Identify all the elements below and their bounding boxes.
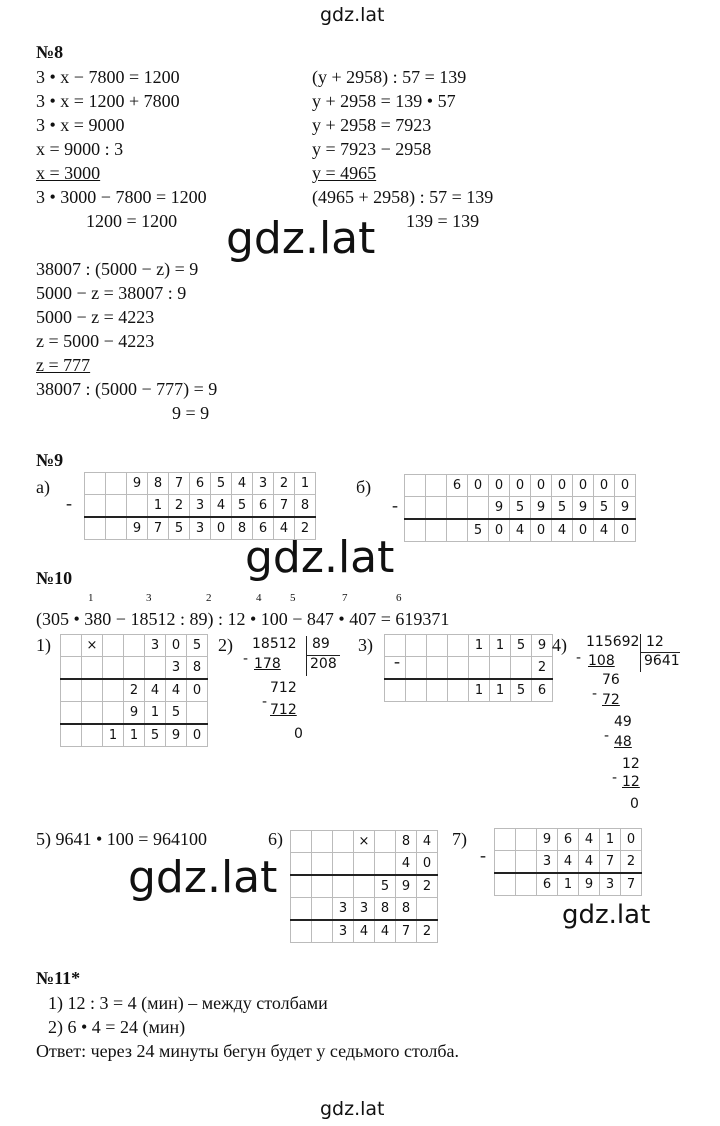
div2-bar (306, 636, 307, 676)
digit-cell (291, 875, 312, 898)
digit-cell: 4 (594, 519, 615, 542)
eq8-right-5: (4965 + 2958) : 57 = 139 (312, 187, 494, 207)
digit-cell: × (82, 635, 103, 657)
digit-cell: 6 (532, 679, 553, 702)
t11-line-1: 1) 12 : 3 = 4 (мин) – между столбами (48, 993, 328, 1013)
digit-cell: 4 (211, 495, 232, 518)
eq8-left-2: 3 • x = 9000 (36, 115, 125, 135)
digit-cell: 6 (537, 873, 558, 896)
digit-cell: 5 (166, 702, 187, 725)
digit-cell (124, 657, 145, 680)
digit-cell (417, 898, 438, 921)
div4-minus-4: - (612, 770, 618, 786)
digit-cell: 4 (558, 851, 579, 874)
digit-cell (82, 702, 103, 725)
digit-cell: 5 (594, 497, 615, 520)
digit-cell: 0 (468, 475, 489, 497)
eq8-left-3: x = 9000 : 3 (36, 139, 124, 159)
eqz-4: z = 777 (36, 355, 91, 375)
div4-quotient: 9641 (644, 653, 680, 669)
digit-cell (312, 875, 333, 898)
div4-minus-2: - (592, 686, 598, 702)
digit-cell: 7 (600, 851, 621, 874)
digit-cell: 0 (573, 519, 594, 542)
digit-cell (85, 473, 106, 495)
digit-cell (405, 519, 426, 542)
heading-11: №11* (36, 968, 81, 988)
div4-step-4: 48 (614, 734, 632, 750)
eq8-right-2: y + 2958 = 7923 (312, 115, 432, 135)
digit-cell: 4 (510, 519, 531, 542)
digit-cell (516, 851, 537, 874)
digit-cell: 5 (552, 497, 573, 520)
eqz-6: 9 = 9 (172, 403, 210, 423)
digit-cell (448, 657, 469, 680)
div4-divisor: 12 (646, 634, 664, 650)
sub-grid-9a (84, 472, 316, 540)
div4-minus: - (576, 650, 582, 666)
order-7: 7 (342, 592, 348, 604)
mult-grid-1 (60, 634, 208, 747)
digit-cell: 4 (552, 519, 573, 542)
digit-cell: 2 (532, 657, 553, 680)
digit-cell: 6 (558, 829, 579, 851)
digit-cell: 0 (615, 519, 636, 542)
digit-cell (103, 679, 124, 702)
digit-cell: 0 (489, 475, 510, 497)
label-10-4: 4) (552, 635, 567, 655)
digit-cell (448, 679, 469, 702)
digit-cell (385, 635, 406, 657)
digit-cell: 9 (127, 517, 148, 540)
digit-cell (469, 657, 490, 680)
eq8-right-1: y + 2958 = 139 • 57 (312, 91, 456, 111)
label-10-2: 2) (218, 635, 233, 655)
eqz-1: 5000 − z = 38007 : 9 (36, 283, 187, 303)
digit-cell: 9 (573, 497, 594, 520)
digit-cell: 4 (375, 920, 396, 943)
digit-cell: 5 (375, 875, 396, 898)
digit-cell: 1 (600, 829, 621, 851)
div4-step-3: 49 (614, 714, 632, 730)
eqz-0: 38007 : (5000 − z) = 9 (36, 259, 199, 279)
sub-grid-9b (404, 474, 636, 542)
digit-cell (427, 635, 448, 657)
eq8-right-3: y = 7923 − 2958 (312, 139, 432, 159)
digit-cell (85, 495, 106, 518)
div2-minus-2: - (262, 694, 268, 710)
div4-step-1: 76 (602, 672, 620, 688)
div4-step-6: 12 (622, 774, 640, 790)
digit-cell: 5 (232, 495, 253, 518)
div4-bar (640, 634, 641, 672)
t11-line-2: 2) 6 • 4 = 24 (мин) (48, 1017, 186, 1037)
digit-cell: 3 (166, 657, 187, 680)
digit-cell (490, 657, 511, 680)
label-9b: б) (356, 477, 372, 497)
digit-cell (145, 657, 166, 680)
digit-cell: 0 (417, 853, 438, 876)
digit-cell (291, 898, 312, 921)
digit-cell: 0 (552, 475, 573, 497)
digit-cell (516, 829, 537, 851)
digit-cell: 4 (274, 517, 295, 540)
digit-cell (375, 831, 396, 853)
digit-cell: 9 (396, 875, 417, 898)
div4-step-5: 12 (622, 756, 640, 772)
digit-cell: 1 (295, 473, 316, 495)
digit-cell (516, 873, 537, 896)
digit-cell (312, 920, 333, 943)
digit-cell: 8 (232, 517, 253, 540)
digit-cell: 4 (579, 851, 600, 874)
digit-cell (291, 831, 312, 853)
digit-cell (106, 517, 127, 540)
div2-dividend: 18512 (252, 636, 297, 652)
digit-cell: 9 (615, 497, 636, 520)
digit-cell (291, 853, 312, 876)
digit-cell: 8 (396, 831, 417, 853)
label-10-3: 3) (358, 635, 373, 655)
digit-cell: 2 (124, 679, 145, 702)
digit-cell (406, 679, 427, 702)
digit-cell: 1 (145, 702, 166, 725)
digit-cell (103, 702, 124, 725)
digit-cell (406, 635, 427, 657)
digit-cell: 0 (531, 475, 552, 497)
label-10-7: 7) (452, 829, 467, 849)
heading-9: №9 (36, 450, 64, 470)
digit-cell: 0 (621, 829, 642, 851)
digit-cell: 8 (187, 657, 208, 680)
div4-dividend: 115692 (586, 634, 640, 650)
div2-minus: - (243, 651, 249, 667)
heading-8: №8 (36, 42, 64, 62)
digit-cell: 4 (417, 831, 438, 853)
digit-cell: 9 (579, 873, 600, 896)
digit-cell: × (354, 831, 375, 853)
digit-cell (354, 853, 375, 876)
watermark-top: gdz.lat (320, 4, 385, 26)
digit-cell: 5 (511, 635, 532, 657)
digit-cell (127, 495, 148, 518)
digit-cell: 3 (145, 635, 166, 657)
eq8-left-1: 3 • x = 1200 + 7800 (36, 91, 180, 111)
digit-cell (405, 475, 426, 497)
digit-cell: 2 (169, 495, 190, 518)
digit-cell: 8 (295, 495, 316, 518)
digit-cell (85, 517, 106, 540)
digit-cell: 0 (187, 724, 208, 747)
digit-cell (426, 497, 447, 520)
digit-cell: 3 (190, 495, 211, 518)
watermark-bottom: gdz.lat (320, 1098, 385, 1120)
eqz-2: 5000 − z = 4223 (36, 307, 155, 327)
order-1: 1 (88, 592, 94, 604)
digit-cell: 9 (489, 497, 510, 520)
digit-cell: 9 (531, 497, 552, 520)
div4-step-7: 0 (630, 796, 639, 812)
line-10-5: 5) 9641 • 100 = 964100 (36, 829, 207, 849)
digit-cell: 0 (615, 475, 636, 497)
digit-cell (427, 657, 448, 680)
digit-cell: 1 (558, 873, 579, 896)
digit-cell (103, 635, 124, 657)
digit-cell: 3 (537, 851, 558, 874)
digit-cell (312, 831, 333, 853)
digit-cell (291, 920, 312, 943)
digit-cell: 0 (531, 519, 552, 542)
digit-cell (82, 657, 103, 680)
digit-cell: 3 (333, 898, 354, 921)
digit-cell (312, 898, 333, 921)
div2-step-3: 0 (294, 726, 303, 742)
digit-cell: 1 (469, 635, 490, 657)
digit-cell: 7 (169, 473, 190, 495)
digit-cell: 4 (232, 473, 253, 495)
watermark-side: gdz.lat (562, 900, 651, 930)
watermark-large-2: gdz.lat (245, 532, 395, 583)
digit-cell: 9 (127, 473, 148, 495)
digit-cell: 5 (169, 517, 190, 540)
digit-cell (447, 519, 468, 542)
digit-cell (312, 853, 333, 876)
digit-cell: 2 (417, 875, 438, 898)
digit-cell: 6 (190, 473, 211, 495)
digit-cell: 1 (490, 679, 511, 702)
minus-3: - (394, 651, 400, 671)
div2-divisor: 89 (312, 636, 330, 652)
order-2: 2 (206, 592, 212, 604)
digit-cell: 3 (600, 873, 621, 896)
digit-cell: 0 (594, 475, 615, 497)
order-5: 5 (290, 592, 296, 604)
label-10-6: 6) (268, 829, 283, 849)
digit-cell: 1 (103, 724, 124, 747)
digit-cell: 0 (489, 519, 510, 542)
sub-grid-7 (494, 828, 642, 896)
digit-cell: 9 (537, 829, 558, 851)
digit-cell: 5 (468, 519, 489, 542)
digit-cell (103, 657, 124, 680)
digit-cell (82, 679, 103, 702)
digit-cell: 7 (274, 495, 295, 518)
digit-cell: 7 (396, 920, 417, 943)
div4-step-2: 72 (602, 692, 620, 708)
digit-cell (82, 724, 103, 747)
digit-cell (426, 519, 447, 542)
digit-cell: 6 (447, 475, 468, 497)
digit-cell (354, 875, 375, 898)
digit-cell: 3 (253, 473, 274, 495)
digit-cell: 3 (354, 898, 375, 921)
div2-step-0: 178 (254, 656, 281, 672)
minus-7: - (480, 845, 486, 865)
digit-cell (61, 724, 82, 747)
digit-cell: 4 (145, 679, 166, 702)
digit-cell: 4 (396, 853, 417, 876)
digit-cell (448, 635, 469, 657)
digit-cell: 3 (333, 920, 354, 943)
digit-cell: 2 (274, 473, 295, 495)
digit-cell: 1 (490, 635, 511, 657)
digit-cell: 8 (148, 473, 169, 495)
mult-grid-6 (290, 830, 438, 943)
digit-cell: 0 (510, 475, 531, 497)
digit-cell: 1 (469, 679, 490, 702)
digit-cell: 0 (187, 679, 208, 702)
eq8-left-5: 3 • 3000 − 7800 = 1200 (36, 187, 207, 207)
heading-10: №10 (36, 568, 73, 588)
div2-step-2: 712 (270, 702, 297, 718)
digit-cell: 9 (532, 635, 553, 657)
digit-cell: 6 (253, 495, 274, 518)
digit-cell (495, 873, 516, 896)
digit-cell: 1 (148, 495, 169, 518)
digit-cell: 5 (511, 679, 532, 702)
digit-cell (124, 635, 145, 657)
digit-cell (106, 473, 127, 495)
digit-cell: 5 (145, 724, 166, 747)
digit-cell: 1 (124, 724, 145, 747)
label-10-1: 1) (36, 635, 51, 655)
digit-cell: 3 (190, 517, 211, 540)
digit-cell: 6 (253, 517, 274, 540)
digit-cell: 7 (148, 517, 169, 540)
digit-cell (187, 702, 208, 725)
digit-cell (385, 679, 406, 702)
div4-minus-3: - (604, 728, 610, 744)
eq8-right-6: 139 = 139 (406, 211, 480, 231)
div4-step-0: 108 (588, 653, 615, 669)
digit-cell (405, 497, 426, 520)
t11-answer: Ответ: через 24 минуты бегун будет у седьмого столба. (36, 1041, 460, 1061)
digit-cell (106, 495, 127, 518)
digit-cell: 4 (579, 829, 600, 851)
digit-cell: 9 (166, 724, 187, 747)
digit-cell (447, 497, 468, 520)
digit-cell: 2 (295, 517, 316, 540)
digit-cell (61, 702, 82, 725)
digit-cell (427, 679, 448, 702)
minus-9b: - (392, 495, 398, 515)
digit-cell (495, 851, 516, 874)
eqz-3: z = 5000 − 4223 (36, 331, 155, 351)
digit-cell (511, 657, 532, 680)
digit-cell: 4 (354, 920, 375, 943)
digit-cell (426, 475, 447, 497)
div2-step-1: 712 (270, 680, 297, 696)
digit-cell: 0 (166, 635, 187, 657)
digit-cell (61, 657, 82, 680)
eq8-left-4: x = 3000 (36, 163, 101, 183)
eq8-left-6: 1200 = 1200 (86, 211, 178, 231)
eq8-right-0: (y + 2958) : 57 = 139 (312, 67, 467, 87)
digit-cell (333, 875, 354, 898)
digit-cell (61, 635, 82, 657)
digit-cell: 8 (375, 898, 396, 921)
digit-cell: 5 (187, 635, 208, 657)
sub-grid-3 (384, 634, 553, 702)
digit-cell (375, 853, 396, 876)
digit-cell: 0 (211, 517, 232, 540)
order-4: 4 (256, 592, 262, 604)
digit-cell (406, 657, 427, 680)
minus-9a: - (66, 493, 72, 513)
digit-cell: 4 (166, 679, 187, 702)
watermark-large-1: gdz.lat (226, 213, 376, 264)
digit-cell: 2 (417, 920, 438, 943)
expression-10: (305 • 380 − 18512 : 89) : 12 • 100 − 847 • 407 = 619371 (36, 609, 450, 629)
digit-cell: 7 (621, 873, 642, 896)
digit-cell (333, 831, 354, 853)
digit-cell (333, 853, 354, 876)
digit-cell: 5 (510, 497, 531, 520)
digit-cell: 5 (211, 473, 232, 495)
watermark-large-3: gdz.lat (128, 852, 278, 903)
order-6: 6 (396, 592, 402, 604)
digit-cell: 8 (396, 898, 417, 921)
digit-cell (385, 657, 406, 680)
digit-cell: 0 (573, 475, 594, 497)
label-9a: а) (36, 477, 50, 497)
digit-cell (468, 497, 489, 520)
digit-cell: 9 (124, 702, 145, 725)
digit-cell (495, 829, 516, 851)
eq8-left-0: 3 • x − 7800 = 1200 (36, 67, 180, 87)
eqz-5: 38007 : (5000 − 777) = 9 (36, 379, 218, 399)
eq8-right-4: y = 4965 (312, 163, 377, 183)
digit-cell: 2 (621, 851, 642, 874)
div2-quotient: 208 (310, 656, 337, 672)
digit-cell (61, 679, 82, 702)
order-3: 3 (146, 592, 152, 604)
